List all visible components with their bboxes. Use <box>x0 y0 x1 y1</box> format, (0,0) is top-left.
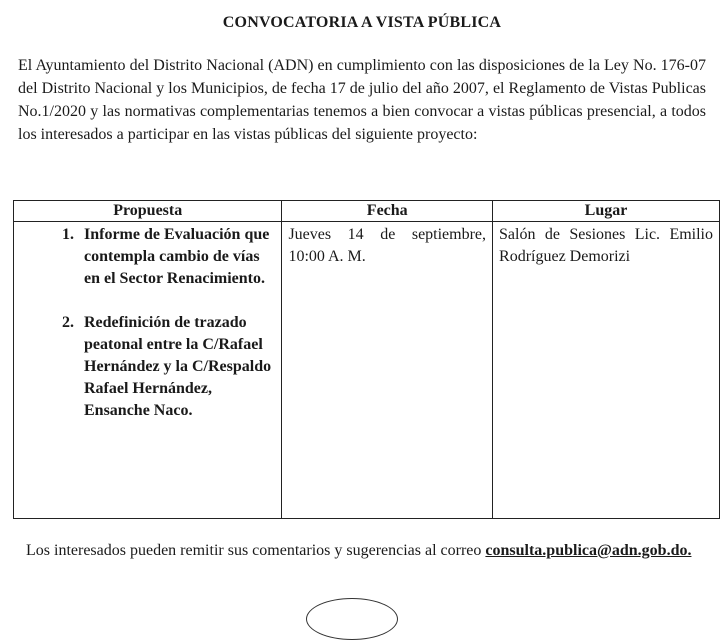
closing-paragraph <box>26 540 712 562</box>
closing-text: Los interesados pueden remitir sus comentarios y sugerencias al correo <box>26 542 482 559</box>
proposal-item-1: 1. Informe de Evaluación que contempla cambio de vías en el Sector Renacimiento. <box>78 224 275 290</box>
lugar-cell <box>493 222 720 519</box>
document-title: CONVOCATORIA A VISTA PÚBLICA <box>222 14 502 31</box>
table-row <box>14 222 720 519</box>
fecha-value: Jueves 14 de septiembre, 10:00 A. M. <box>288 226 487 265</box>
header-lugar: Lugar <box>493 201 720 222</box>
hearing-table <box>13 200 720 519</box>
header-propuesta: Propuesta <box>14 201 282 222</box>
contact-email-link[interactable]: consulta.publica@adn.gob.do. <box>485 542 692 559</box>
table-header-row <box>14 201 720 222</box>
fecha-cell <box>282 222 493 519</box>
lugar-value: Salón de Sesiones Lic. Emilio Rodríguez Demorizi <box>499 226 713 265</box>
proposal-list <box>20 224 275 422</box>
seal-stamp <box>306 598 398 640</box>
proposal-item-2: 2. Redefinición de trazado peatonal entre la C/Rafael Hernández y la C/Respaldo Rafael Hernández, Ensanche Naco. <box>78 312 275 422</box>
propuesta-cell <box>14 222 282 519</box>
intro-paragraph: El Ayuntamiento del Distrito Nacional (ADN) en cumplimiento con las disposiciones de la Ley No. 176-07 del Distrito Nacional y los Municipios, de fecha 17 de julio del año 2007, el Reglamento de Vistas Publicas No.1/2020 y las normativas complementarias tenemos a bien convocar a vistas públicas presencial, a todos los interesados a participar en las vistas públicas del siguiente proyecto: <box>18 57 706 143</box>
header-fecha: Fecha <box>282 201 493 222</box>
